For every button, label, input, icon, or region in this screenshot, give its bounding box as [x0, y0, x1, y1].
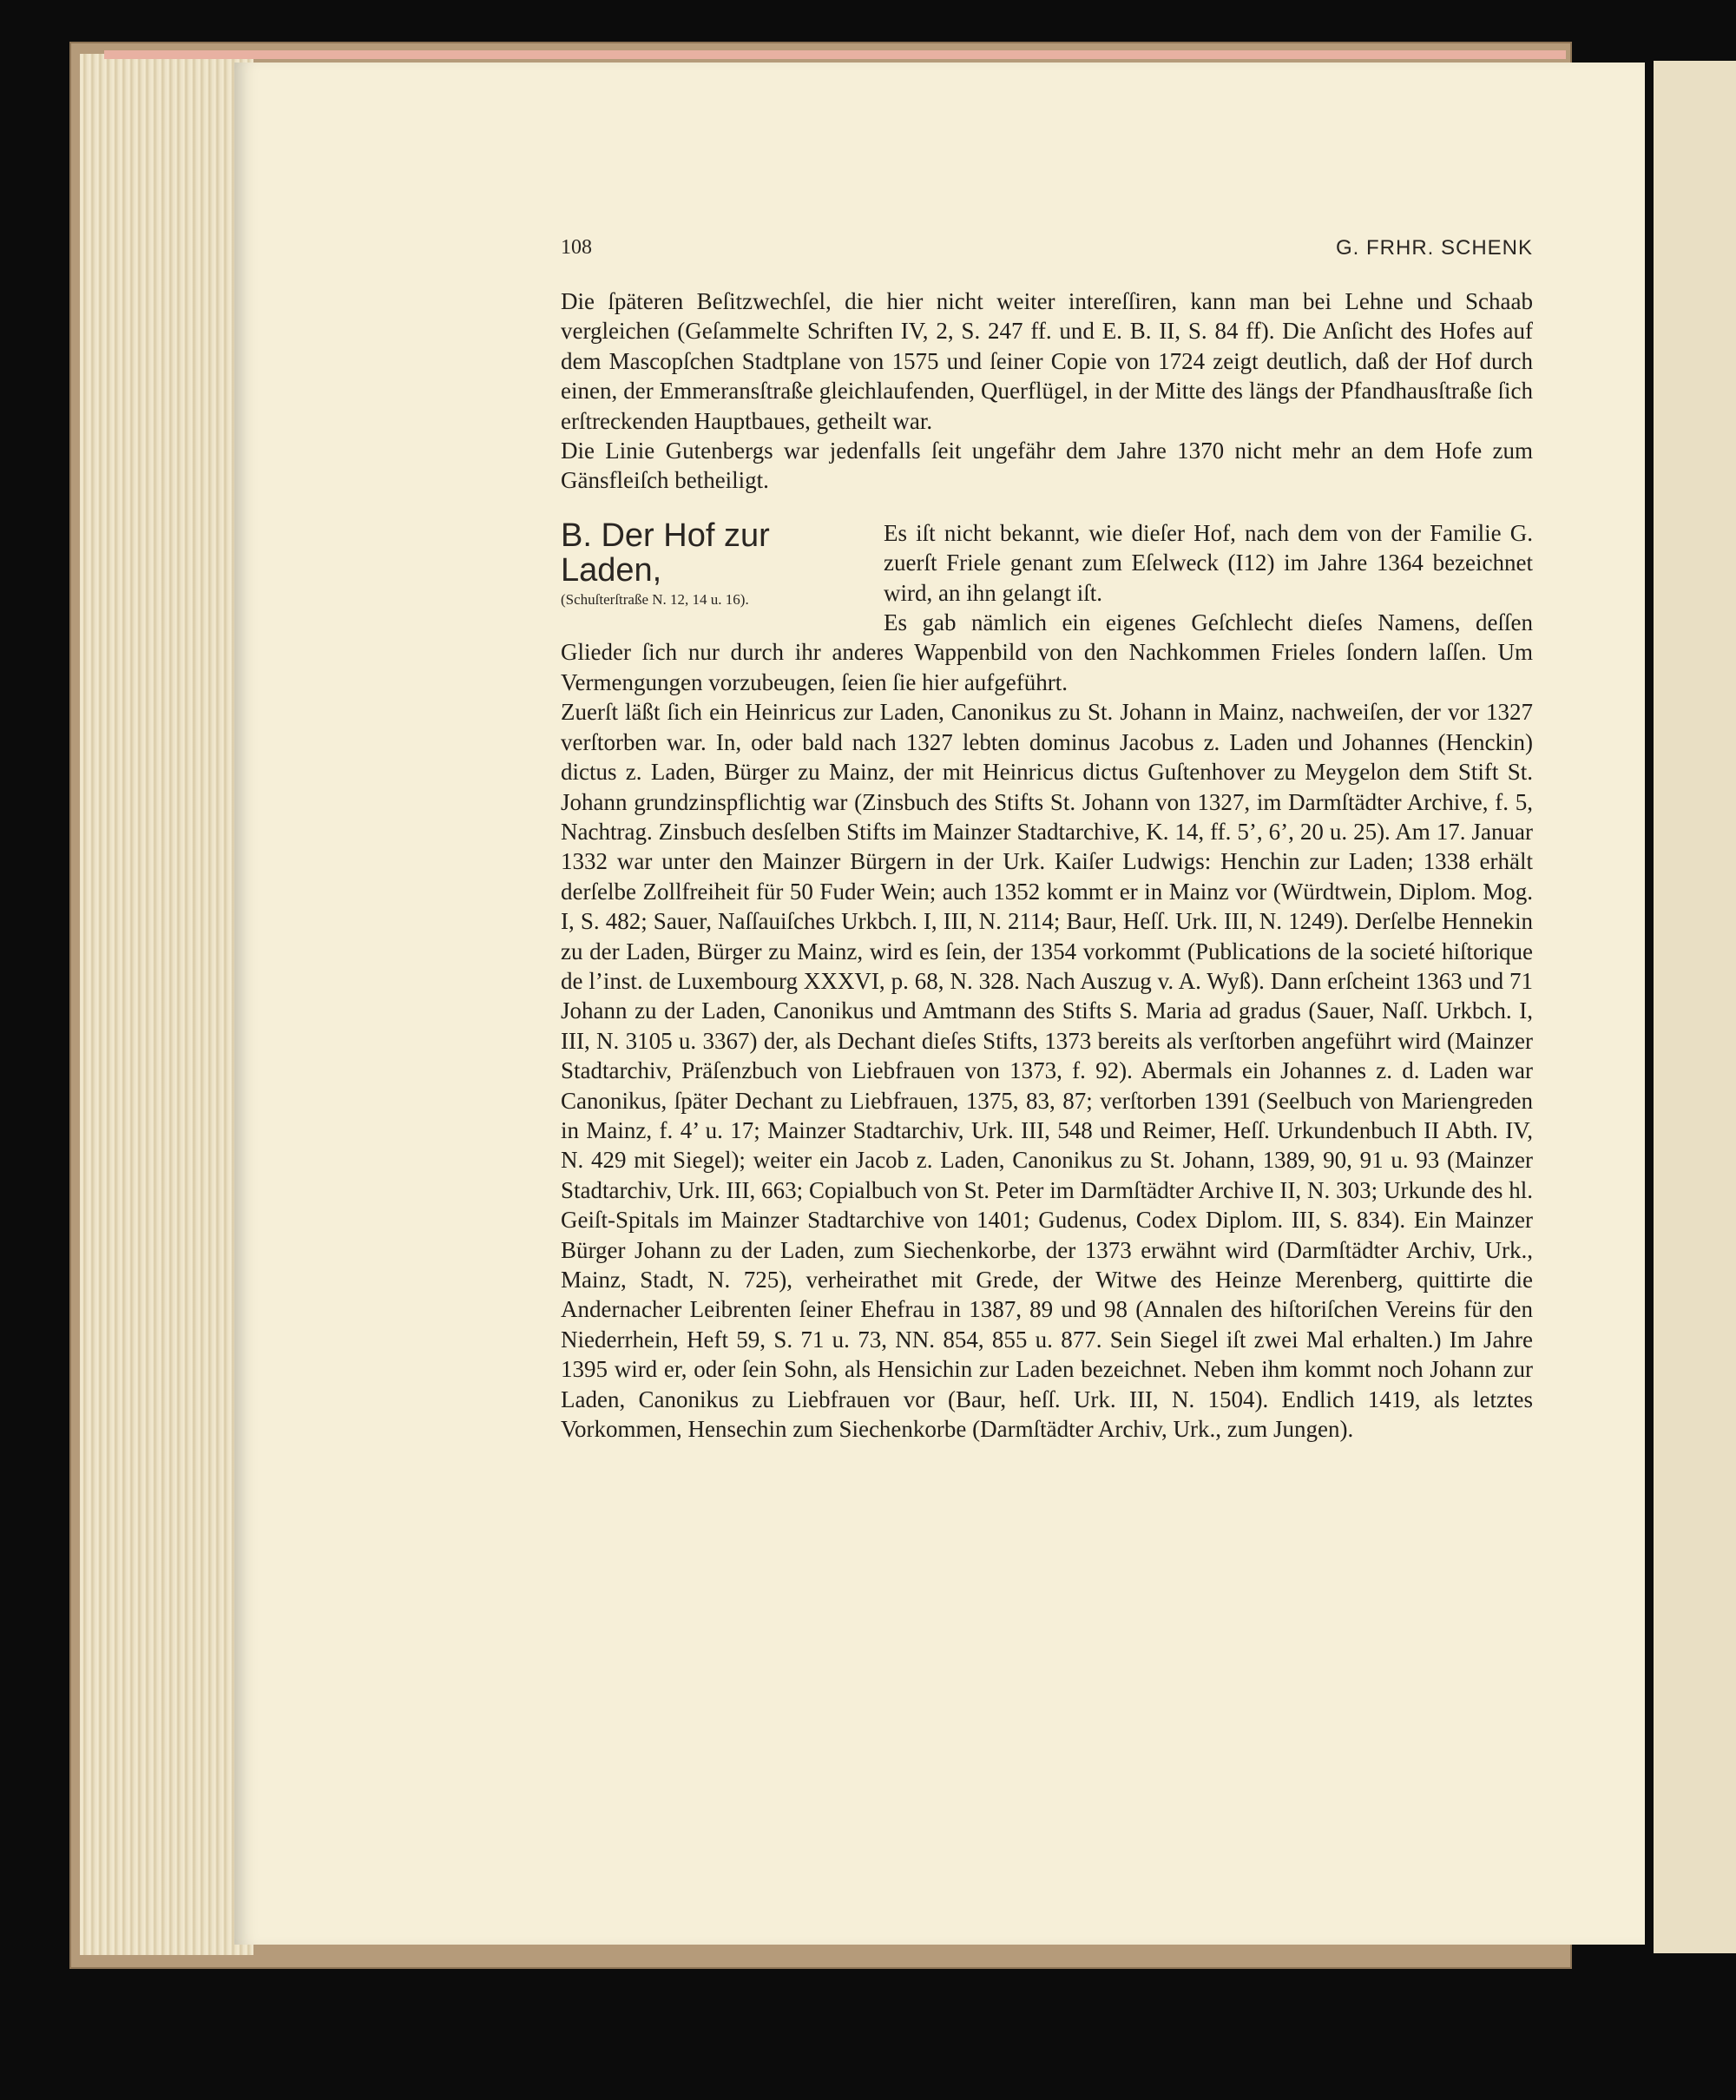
- running-head: G. FRHR. SCHENK: [1335, 236, 1533, 260]
- paragraph-1: Die ſpäteren Beſitzwechſel, die hier nicht weiter intereſſiren, kann man bei Lehne und Schaab vergleichen (Geſammelte Schriften IV, 2, S. 247 ff. und E. B. II, S. 84 ff). Die Anſicht des Hofes auf dem Mascopſchen Stadtplane von 1575 und ſeiner Copie von 1724 zeigt deutlich, daß der Hof durch einen, der Emmeransſtraße gleichlaufenden, Querflügel, in der Mitte des längs der Pfandhausſtraße ſich erſtreckenden Hauptbaues, getheilt war.: [561, 288, 1533, 434]
- paragraph-3: Es iſt nicht bekannt, wie dieſer Hof, nach dem von der Familie G. zuerſt Friele genant zum Eſelweck (I12) im Jahre 1364 bezeichnet wird, an ihn gelangt iſt.: [884, 519, 1533, 606]
- paragraph-5: Zuerſt läßt ſich ein Heinricus zur Laden, Canonikus zu St. Johann in Mainz, nachweiſen, der vor 1327 verſtorben war. In, oder bald nach 1327 lebten dominus Jacobus z. Laden und Johannes (Henckin) dictus z. Laden, Bürger zu Mainz, der mit Heinricus dictus Guſtenhover zu Meygelon dem Stift St. Johann grundzinspflichtig war (Zinsbuch des Stifts St. Johann von 1327, im Darmſtädter Archive, f. 5, Nachtrag. Zinsbuch desſelben Stifts im Mainzer Stadtarchive, K. 14, ff. 5’, 6’, 20 u. 25). Am 17. Januar 1332 war unter den Mainzer Bürgern in der Urk. Kaiſer Ludwigs: Henchin zur Laden; 1338 erhält derſelbe Zollfreiheit für 50 Fuder Wein; auch 1352 kommt er in Mainz vor (Würdtwein, Diplom. Mog. I, S. 482; Sauer, Naſſauiſches Urkbch. I, III, N. 2114; Baur, Heſſ. Urk. III, N. 1249). Derſelbe Hennekin zu der Laden, Bürger zu Mainz, wird es ſein, der 1354 vorkommt (Publications de la societé hiſtorique de l’inst. de Luxembourg XXXVI, p. 68, N. 328. Nach Auszug v. A. Wyß). Dann erſcheint 1363 und 71 Johann zu der Laden, Canonikus und Amtmann des Stifts S. Maria ad gradus (Sauer, Naſſ. Urkbch. I, III, N. 3105 u. 3367) der, als Dechant dieſes Stifts, 1373 bereits als verſtorben angeführt wird (Mainzer Stadtarchiv, Präſenzbuch von Liebfrauen von 1373, f. 92). Abermals ein Johannes z. d. Laden war Canonikus, ſpäter Dechant zu Liebfrauen, 1375, 83, 87; verſtorben 1391 (Seelbuch von Mariengreden in Mainz, f. 4’ u. 17; Mainzer Stadtarchiv, Urk. III, 548 und Reimer, Heſſ. Urkundenbuch II Abth. IV, N. 429 mit Siegel); weiter ein Jacob z. Laden, Canonikus zu St. Johann, 1389, 90, 91 u. 93 (Mainzer Stadtarchiv, Urk. III, 663; Copialbuch von St. Peter im Darmſtädter Archive II, N. 303; Urkunde des hl. Geiſt-Spitals im Mainzer Stadtarchive von 1401; Gudenus, Codex Diplom. III, S. 834). Ein Mainzer Bürger Johann zu der Laden, zum Siechenkorbe, der 1373 erwähnt wird (Darmſtädter Archiv, Urk., Mainz, Stadt, N. 725), verheirathet mit Grede, der Witwe des Heinze Merenberg, quittirte die Andernacher Leibrenten ſeiner Ehefrau in 1387, 89 und 98 (Annalen des hiſtoriſchen Vereins für den Niederrhein, Heft 59, S. 71 u. 73, NN. 854, 855 u. 877. Sein Siegel iſt zwei Mal erhalten.) Im Jahre 1395 wird er, oder ſein Sohn, als Hensichin zur Laden bezeichnet. Neben ihm kommt noch Johann zur Laden, Canonikus zu Liebfrauen vor (Baur, heſſ. Urk. III, N. 1504). Endlich 1419, als letztes Vorkommen, Hensechin zum Siechenkorbe (Darmſtädter Archiv, Urk., zum Jungen).: [561, 699, 1533, 1443]
- page-body: [561, 286, 1533, 1444]
- section-heading-block: [561, 518, 873, 612]
- facing-page-edge: [1654, 61, 1736, 1953]
- page-edges-top-trim: [104, 50, 1566, 59]
- section-title: B. Der Hof zur Laden,: [561, 517, 770, 589]
- section-note: (Schuſterſtraße N. 12, 14 u. 16).: [561, 590, 749, 608]
- section-b: [561, 518, 1533, 608]
- paragraph-2: Die Linie Gutenbergs war jedenfalls ſeit ungefähr dem Jahre 1370 nicht mehr an dem Hofe zum Gänsfleiſch betheiligt.: [561, 438, 1533, 494]
- page-header: [561, 233, 1533, 267]
- page-edges-stack: [80, 54, 253, 1955]
- paragraph-4: Es gab nämlich ein eigenes Geſchlecht dieſes Namens, deſſen Glieder ſich nur durch ihr anderes Wappenbild von den Nachkommen Frieles ſondern laſſen. Um Vermengungen vorzubeugen, ſeien ſie hier aufgeführt.: [561, 609, 1533, 695]
- page-number: 108: [561, 236, 592, 259]
